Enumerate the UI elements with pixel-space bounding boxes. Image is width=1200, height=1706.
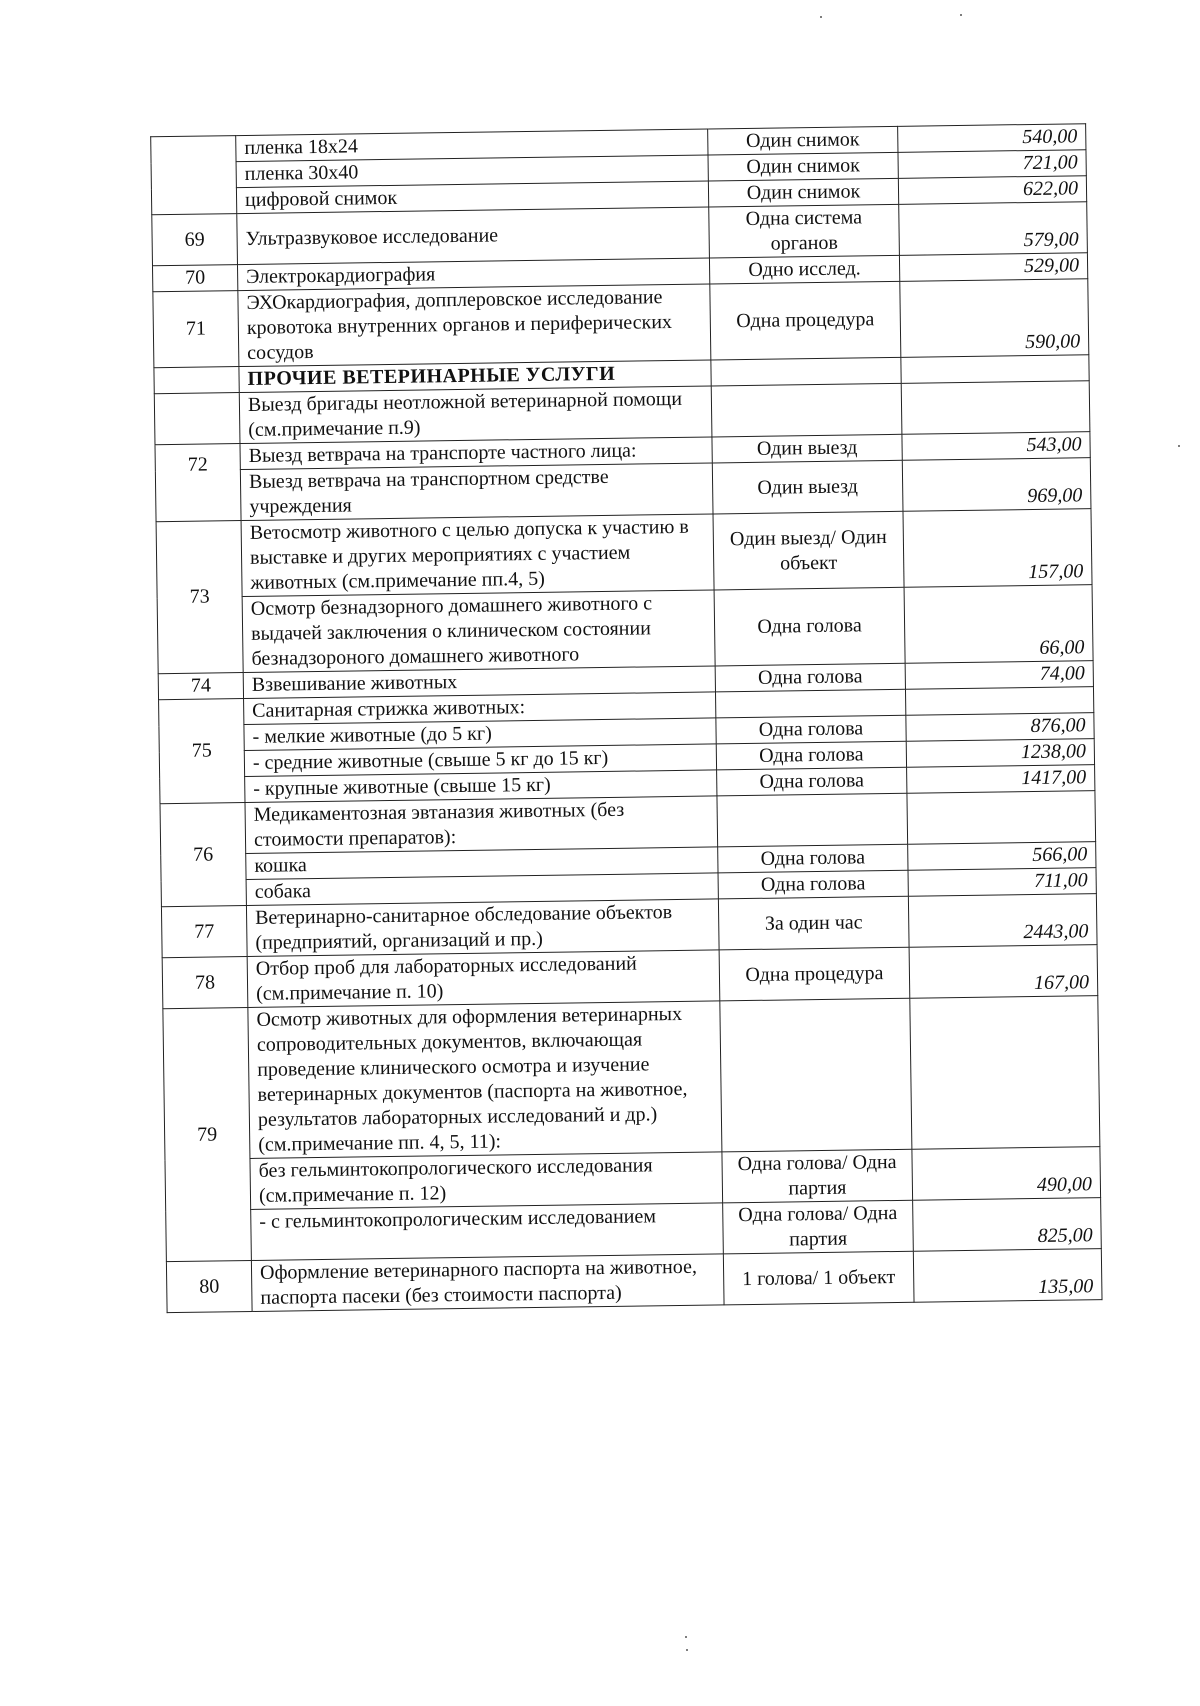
scan-speck (686, 1649, 688, 1651)
price-cell: 167,00 (909, 945, 1098, 999)
scan-speck (960, 14, 962, 16)
row-number: 77 (161, 906, 247, 958)
price-cell: 540,00 (898, 124, 1086, 153)
row-number (154, 367, 239, 394)
service-name: кошка (246, 847, 718, 880)
unit-cell (717, 793, 908, 847)
unit-cell: Одна голова/ Одна партия (722, 1149, 913, 1203)
price-cell (901, 381, 1090, 435)
service-name: пленка 18x24 (236, 129, 708, 162)
row-number: 73 (156, 521, 243, 674)
unit-cell: Одна голова (718, 844, 908, 873)
service-name: Осмотр безнадзорного домашнего животного с выдачей заключения о клиническом состоянии безнадзороного домашнего животного (242, 590, 715, 673)
service-name: Медикаментозная эвтаназия животных (без стоимости препаратов): (245, 796, 718, 854)
row-number: 71 (153, 291, 239, 368)
service-name: - мелкие животные (до 5 кг) (244, 718, 716, 751)
price-cell: 2443,00 (908, 894, 1097, 948)
unit-cell: Один снимок (708, 152, 898, 181)
service-name: пленка 30x40 (236, 155, 708, 188)
row-number: 75 (159, 699, 245, 804)
price-cell: 66,00 (904, 585, 1093, 664)
price-cell (907, 791, 1096, 845)
unit-cell: Одно исслед. (709, 255, 899, 284)
unit-cell: Одна голова/ Одна партия (723, 1200, 914, 1254)
price-cell: 1417,00 (907, 765, 1095, 794)
row-number: 74 (158, 673, 243, 700)
unit-cell: 1 голова/ 1 объект (723, 1251, 914, 1305)
table-row (163, 996, 1100, 1160)
scan-speck (1178, 445, 1180, 447)
service-name: - крупные животные (свыше 15 кг) (245, 770, 717, 803)
service-name: собака (246, 873, 718, 906)
unit-cell: Одна голова (717, 767, 907, 796)
unit-cell (720, 998, 912, 1152)
service-name: Выезд ветврача на транспортном средстве учреждения (240, 463, 713, 521)
price-cell: 529,00 (899, 253, 1087, 282)
table-row (153, 279, 1089, 368)
service-name: Выезд бригады неотложной ветеринарной помощи (см.примечание п.9) (239, 386, 712, 444)
price-cell: 721,00 (898, 150, 1086, 179)
price-cell: 74,00 (905, 661, 1093, 690)
unit-cell: Один выезд/ Один объект (713, 511, 904, 590)
service-name: Взвешивание животных (243, 666, 715, 699)
price-cell: 157,00 (903, 509, 1092, 588)
service-name: Оформление ветеринарного паспорта на животное, паспорта пасеки (без стоимости паспорта) (251, 1254, 724, 1312)
service-name: Санитарная стрижка животных: (244, 692, 716, 725)
unit-cell: Одна голова (715, 663, 905, 692)
unit-cell: Одна голова (716, 715, 906, 744)
table-row (156, 509, 1092, 598)
price-cell: 566,00 (908, 842, 1096, 871)
unit-cell: Одна система органов (709, 204, 900, 258)
price-cell: 825,00 (913, 1198, 1102, 1252)
service-name: без гельминтокопрологического исследования (см.примечание п. 12) (250, 1152, 723, 1210)
service-name: Ультразвуковое исследование (237, 207, 710, 265)
price-cell: 876,00 (906, 713, 1094, 742)
service-name: Электрокардиография (237, 258, 709, 291)
price-cell: 711,00 (908, 868, 1096, 897)
row-number: 72 (155, 444, 241, 522)
row-number: 76 (160, 803, 246, 907)
service-name: цифровой снимок (236, 181, 708, 214)
scan-speck (820, 16, 822, 18)
service-name: Осмотр животных для оформления ветеринарных сопроводительных документов, включающая проведение клинического осмотра и изучение ветеринарных документов (паспорта на животное, результатов лабораторных исследований и др.) (см.примечание пп. 4, 5, 11): (248, 1001, 722, 1159)
unit-cell: За один час (718, 896, 909, 950)
unit-cell (711, 357, 901, 386)
price-cell (905, 687, 1093, 716)
price-cell (910, 996, 1100, 1150)
unit-cell (715, 689, 905, 718)
service-name: Отбор проб для лабораторных исследований (см.примечание п. 10) (247, 950, 720, 1008)
price-cell: 1238,00 (906, 739, 1094, 768)
price-cell: 590,00 (900, 279, 1089, 358)
row-number: 78 (162, 957, 248, 1009)
price-cell: 579,00 (899, 202, 1088, 256)
table-row (157, 585, 1093, 674)
service-name: - с гельминтокопрологическим исследованием (251, 1203, 724, 1261)
service-name: ЭХОкардиография, допплеровское исследование кровотока внутренних органов и периферических сосудов (238, 284, 711, 367)
price-table (150, 123, 1102, 1313)
unit-cell: Один выезд (712, 460, 903, 514)
price-cell: 490,00 (912, 1147, 1101, 1201)
price-cell: 969,00 (902, 458, 1091, 512)
price-cell: 135,00 (913, 1249, 1102, 1303)
unit-cell: Одна процедура (719, 947, 910, 1001)
unit-cell: Одна голова (714, 587, 905, 666)
row-number (151, 136, 237, 215)
unit-cell: Одна процедура (710, 281, 901, 360)
unit-cell: Одна голова (718, 870, 908, 899)
service-name: Выезд ветврача на транспорте частного лица: (240, 437, 712, 470)
price-cell: 543,00 (902, 432, 1090, 461)
service-name: Ветосмотр животного с целью допуска к участию в выставке и других мероприятиях с участием животных (см.примечание пп.4, 5) (241, 514, 714, 597)
scan-speck (685, 1636, 687, 1638)
service-name: - средние животные (свыше 5 кг до 15 кг) (244, 744, 716, 777)
section-heading: ПРОЧИЕ ВЕТЕРИНАРНЫЕ УСЛУГИ (239, 360, 711, 393)
row-number: 70 (152, 265, 237, 292)
row-number: 69 (152, 214, 238, 266)
row-number (154, 393, 240, 445)
row-number: 80 (166, 1260, 252, 1312)
unit-cell (711, 383, 902, 437)
unit-cell: Одна голова (716, 741, 906, 770)
service-name: Ветеринарно-санитарное обследование объектов (предприятий, организаций и пр.) (246, 899, 719, 957)
row-number: 79 (163, 1008, 252, 1262)
unit-cell: Один выезд (712, 434, 902, 463)
unit-cell: Один снимок (708, 126, 898, 155)
unit-cell: Один снимок (708, 178, 898, 207)
price-cell: 622,00 (898, 176, 1086, 205)
price-cell (901, 355, 1089, 384)
